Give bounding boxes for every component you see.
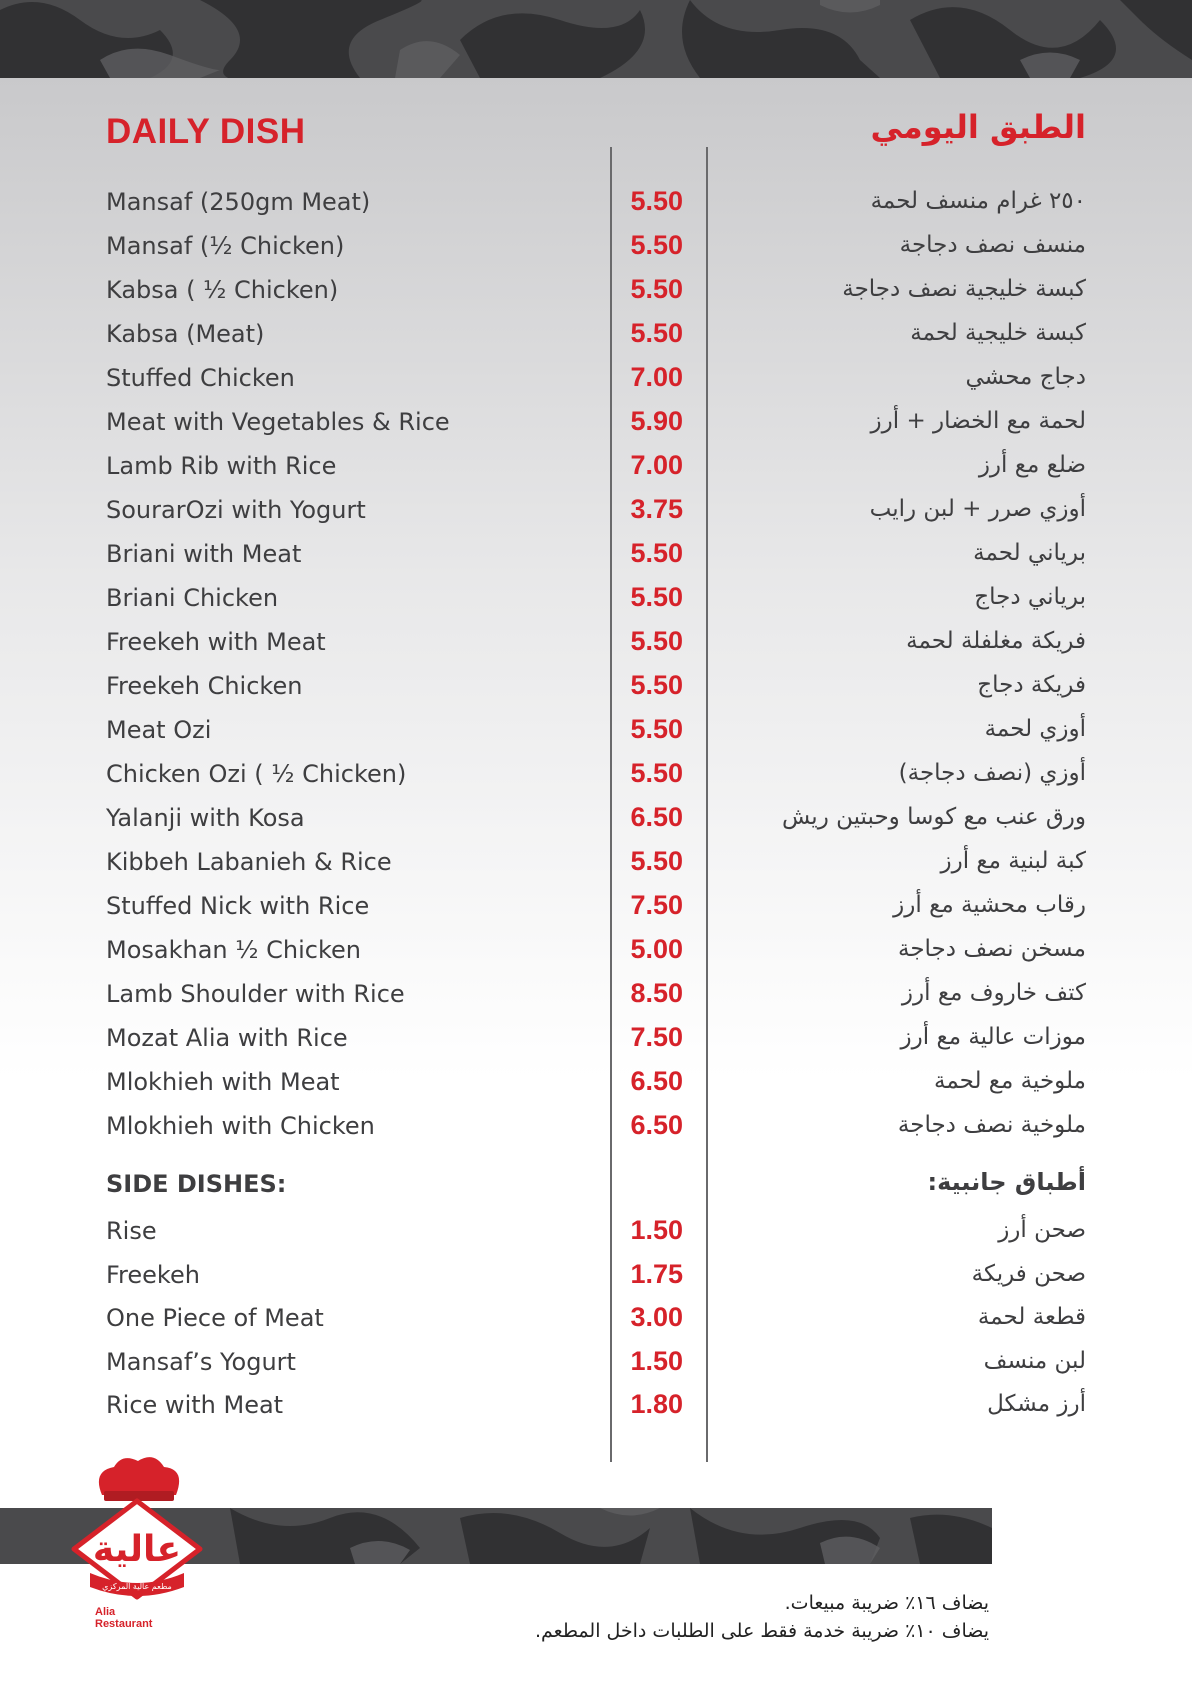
menu-item-row [0, 1255, 1192, 1295]
menu-item-price: 5.50 [630, 758, 683, 788]
menu-item-price: 3.75 [630, 494, 683, 524]
menu-item-row [0, 358, 1192, 398]
menu-item-price: 5.50 [630, 274, 683, 304]
menu-item-name-ar: برياني لحمة [973, 540, 1086, 566]
menu-item-name-ar: رقاب محشية مع أرز [893, 892, 1086, 918]
menu-item-name-ar: أوزي صرر + لبن رايب [869, 496, 1086, 522]
logo-caption-line2: Restaurant [95, 1618, 153, 1630]
menu-item-name-en: Stuffed Nick with Rice [106, 892, 370, 920]
menu-item-name-ar: كبة لبنية مع أرز [940, 848, 1086, 874]
menu-item-name-en: One Piece of Meat [106, 1304, 324, 1332]
menu-item-name-ar: فريكة مغلفلة لحمة [906, 628, 1086, 654]
menu-item-name-ar: أرز مشكل [987, 1391, 1086, 1417]
logo-tagline: مطعم عالية المركزي [102, 1582, 172, 1591]
menu-item-name-en: Lamb Shoulder with Rice [106, 980, 405, 1008]
menu-item-price: 1.50 [630, 1215, 683, 1245]
menu-item-row [0, 182, 1192, 222]
menu-item-row [0, 402, 1192, 442]
alia-restaurant-logo [62, 1453, 212, 1623]
menu-item-price: 7.00 [630, 362, 683, 392]
menu-item-price: 8.50 [630, 978, 683, 1008]
menu-item-name-en: Rice with Meat [106, 1391, 284, 1419]
menu-item-price: 1.50 [630, 1345, 683, 1376]
menu-item-name-en: Mansaf (½ Chicken) [106, 232, 345, 260]
menu-item-name-ar: ضلع مع أرز [978, 452, 1086, 478]
menu-item-row [0, 710, 1192, 750]
menu-item-row [0, 842, 1192, 882]
menu-item-name-en: Meat Ozi [106, 716, 212, 744]
menu-item-name-ar: ملوخية مع لحمة [934, 1068, 1086, 1094]
footer-note-service-tax: يضاف ١٠٪ ضريبة خدمة فقط على الطلبات داخل المطعم. [534, 1620, 989, 1642]
menu-item-name-en: Kabsa (Meat) [106, 320, 265, 348]
menu-item-name-ar: موزات عالية مع أرز [900, 1024, 1086, 1050]
menu-item-price: 5.00 [630, 934, 683, 964]
menu-item-price: 5.50 [630, 846, 683, 876]
chef-hat-icon [99, 1457, 179, 1501]
menu-item-price: 6.50 [630, 1066, 683, 1096]
menu-item-price: 7.50 [630, 1022, 683, 1052]
side-dishes-heading-en: SIDE DISHES: [106, 1170, 287, 1198]
menu-item-price: 5.50 [630, 538, 683, 568]
menu-item-name-en: Mansaf (250gm Meat) [106, 188, 371, 216]
menu-item-row [0, 1018, 1192, 1058]
menu-item-row [0, 974, 1192, 1014]
menu-item-row [0, 666, 1192, 706]
menu-item-row [0, 578, 1192, 618]
menu-item-row [0, 886, 1192, 926]
menu-item-name-ar: لحمة مع الخضار + أرز [870, 408, 1086, 434]
menu-item-price: 5.50 [630, 714, 683, 744]
menu-item-name-en: Briani Chicken [106, 584, 279, 612]
menu-item-name-en: Briani with Meat [106, 540, 302, 568]
menu-item-price: 3.00 [630, 1302, 683, 1332]
menu-item-price: 6.50 [630, 1110, 683, 1140]
menu-item-name-en: Mlokhieh with Meat [106, 1068, 340, 1096]
menu-item-row [0, 490, 1192, 530]
menu-item-row [0, 1342, 1192, 1382]
menu-item-name-en: Meat with Vegetables & Rice [106, 408, 450, 436]
menu-item-row [0, 622, 1192, 662]
menu-item-name-en: Freekeh Chicken [106, 672, 303, 700]
menu-item-name-ar: صحن أرز [998, 1217, 1086, 1243]
menu-item-price: 5.50 [630, 186, 683, 216]
menu-item-name-ar: صحن فريكة [971, 1260, 1086, 1287]
menu-item-row [0, 446, 1192, 486]
menu-item-price: 1.80 [630, 1389, 683, 1419]
menu-item-name-ar: لبن منسف [983, 1347, 1086, 1374]
menu-item-price: 6.50 [630, 802, 683, 832]
menu-item-name-ar: فريكة دجاج [977, 672, 1086, 698]
menu-item-row [0, 270, 1192, 310]
menu-item-name-ar: دجاج محشي [965, 364, 1086, 390]
menu-item-row [0, 226, 1192, 266]
menu-item-row [0, 534, 1192, 574]
menu-item-row [0, 754, 1192, 794]
menu-item-name-en: SourarOzi with Yogurt [106, 496, 366, 524]
menu-item-price: 5.50 [630, 626, 683, 656]
daily-dish-heading-ar: الطبق اليومي [870, 108, 1086, 146]
menu-item-row [0, 1106, 1192, 1146]
menu-item-name-ar: ورق عنب مع كوسا وحبتين ريش [781, 804, 1086, 830]
menu-item-price: 5.90 [630, 406, 683, 436]
menu-item-price: 7.50 [630, 890, 683, 920]
side-dishes-heading-ar: أطباق جانبية: [927, 1168, 1086, 1196]
menu-item-row [0, 1062, 1192, 1102]
menu-item-price: 7.00 [630, 450, 683, 480]
menu-item-row [0, 1298, 1192, 1338]
menu-item-price: 5.50 [630, 582, 683, 612]
menu-item-name-ar: ٢٥٠ غرام منسف لحمة [870, 188, 1086, 214]
menu-item-name-en: Mansaf’s Yogurt [106, 1347, 296, 1376]
menu-item-name-en: Freekeh with Meat [106, 628, 326, 656]
logo-caption [95, 1606, 185, 1630]
menu-item-name-ar: كبسة خليجية لحمة [910, 320, 1086, 346]
menu-item-name-ar: برياني دجاج [974, 584, 1086, 610]
menu-item-name-en: Mozat Alia with Rice [106, 1024, 348, 1052]
menu-item-name-en: Yalanji with Kosa [106, 804, 305, 832]
menu-item-price: 1.75 [630, 1258, 683, 1289]
menu-item-price: 5.50 [630, 670, 683, 700]
menu-item-name-en: Kibbeh Labanieh & Rice [106, 848, 392, 876]
menu-item-name-ar: ملوخية نصف دجاجة [897, 1112, 1086, 1138]
menu-item-name-en: Rise [106, 1217, 157, 1245]
menu-item-name-en: Stuffed Chicken [106, 364, 295, 392]
menu-item-name-ar: قطعة لحمة [977, 1304, 1086, 1330]
menu-item-name-en: Mosakhan ½ Chicken [106, 936, 361, 964]
menu-item-name-en: Mlokhieh with Chicken [106, 1112, 375, 1140]
menu-item-row [0, 1385, 1192, 1425]
logo-caption-line1: Alia [95, 1606, 116, 1618]
menu-item-name-en: Lamb Rib with Rice [106, 452, 337, 480]
logo-wordmark: عالية [92, 1529, 182, 1570]
menu-item-name-ar: أوزي لحمة [984, 716, 1086, 742]
footer-note-sales-tax: يضاف ١٦٪ ضريبة مبيعات. [784, 1592, 989, 1614]
menu-item-name-en: Chicken Ozi ( ½ Chicken) [106, 760, 407, 788]
menu-item-row [0, 930, 1192, 970]
top-band-pattern [0, 0, 1192, 78]
menu-item-row [0, 314, 1192, 354]
menu-item-name-ar: أوزي (نصف دجاجة) [898, 760, 1086, 786]
menu-item-name-en: Freekeh [106, 1260, 200, 1289]
menu-item-name-ar: كتف خاروف مع أرز [901, 980, 1086, 1006]
menu-item-name-en: Kabsa ( ½ Chicken) [106, 276, 339, 304]
top-decorative-band [0, 0, 1192, 78]
menu-item-name-ar: كبسة خليجية نصف دجاجة [842, 276, 1086, 302]
menu-item-row [0, 1211, 1192, 1251]
menu-item-price: 5.50 [630, 230, 683, 260]
menu-item-name-ar: منسف نصف دجاجة [899, 232, 1086, 258]
menu-item-row [0, 798, 1192, 838]
daily-dish-heading-en: DAILY DISH [106, 112, 306, 151]
menu-item-name-ar: مسخن نصف دجاجة [898, 936, 1086, 962]
menu-item-price: 5.50 [630, 318, 683, 348]
